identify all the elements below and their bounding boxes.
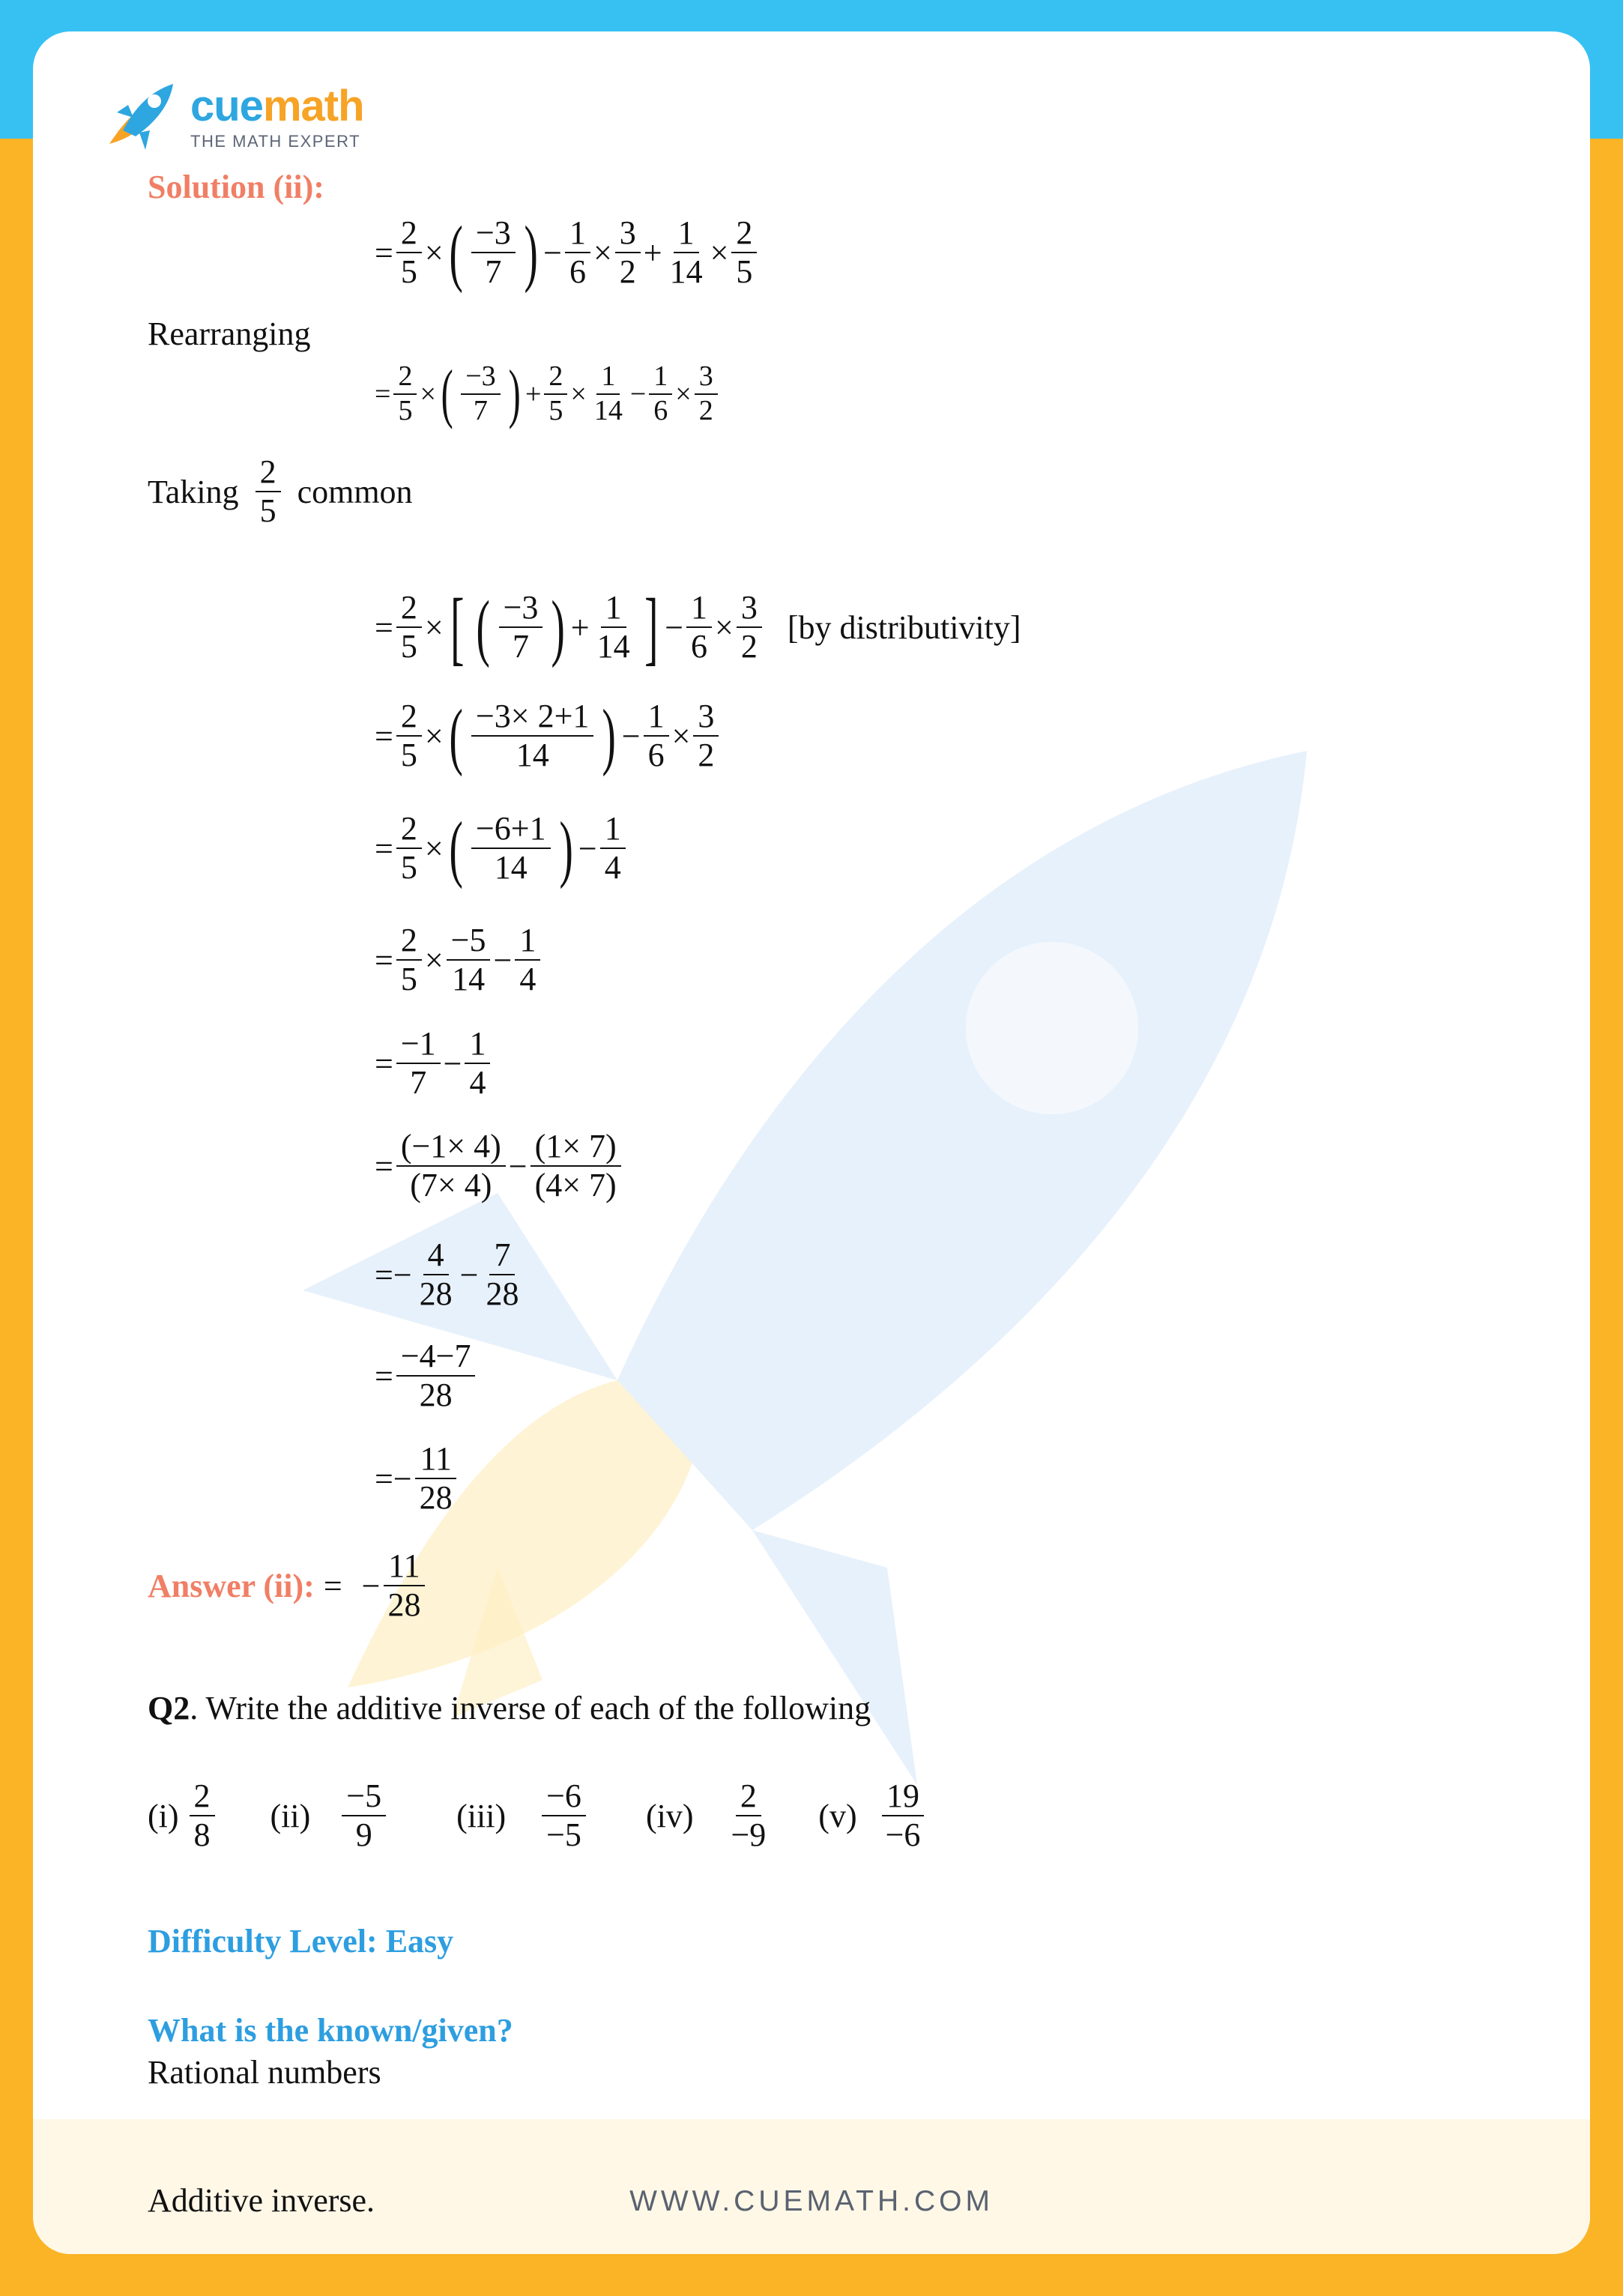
equation-line-11: = − $\frac{11}{28}$: [375, 1442, 460, 1515]
equation-line-7: = $\frac{-1}{7}$ − $\frac{1}{4}$: [375, 1027, 493, 1100]
unknown-text: Additive inverse.: [148, 2182, 375, 2219]
q2-item-i: (i) $\frac{2}{8}$: [148, 1779, 218, 1852]
q2-item-iv: (iv) $\frac{2}{-9}$: [645, 1777, 767, 1854]
rearranging-label: Rearranging: [148, 315, 311, 352]
known-text: Rational numbers: [148, 2054, 381, 2091]
page-card: [33, 31, 1590, 2254]
equation-line-1: = $\frac{2}{5}$ × ( $\frac{-3}{7}$ ) − $\frac{1}{6}$ × $\frac{3}{2}$ + $\frac{1}{14}$ × $\frac{2}{5}$: [375, 215, 760, 290]
brand-tagline: THE MATH EXPERT: [190, 132, 361, 151]
solution-heading: Solution (ii):: [148, 169, 324, 205]
equation-line-8: = $\frac{(-1\times 4)}{(7\times 4)}$ − $\frac{(1\times 7)}{(4\times 7)}$: [375, 1129, 624, 1203]
equation-line-3: = $\frac{2}{5}$ × [ ( $\frac{-3}{7}$ ) + $\frac{1}{14}$ ] − $\frac{1}{6}$ × $\frac{3}{2}$ [by distributivity]: [375, 581, 1021, 673]
equation-line-9: = − $\frac{4}{28}$ − $\frac{7}{28}$: [375, 1236, 519, 1313]
equation-line-4: = $\frac{2}{5}$ × ( $\frac{-3\times 2+1}{14}$ ) − $\frac{1}{6}$ × $\frac{3}{2}$: [375, 698, 722, 773]
q2-item-ii: (ii) $\frac{-5}{9}$: [270, 1779, 390, 1852]
equation-line-5: = $\frac{2}{5}$ × ( $\frac{-6+1}{14}$ ) − $\frac{1}{4}$: [375, 811, 629, 886]
taking-common-line: Taking $\frac{2}{5}$ common: [148, 453, 413, 530]
distributivity-note: [by distributivity]: [787, 608, 1021, 646]
footer-url: WWW.CUEMATH.COM: [629, 2185, 994, 2217]
q2-items: [148, 1779, 928, 1852]
difficulty-level: Difficulty Level: Easy: [148, 1923, 454, 1960]
equation-line-2: = $\frac{2}{5}$ × ( $\frac{-3}{7}$ ) + $\frac{2}{5}$ × $\frac{1}{14}$ − $\frac{1}{6}$ × $\frac{3}{2}$: [375, 361, 721, 427]
question-2: [148, 1689, 871, 1727]
question-2-text: . Write the additive inverse of each of the following: [190, 1690, 871, 1726]
answer-label: Answer (ii):: [148, 1567, 315, 1604]
answer-line: Answer (ii): = − $\frac{11}{28}$: [148, 1549, 428, 1622]
q2-item-iii: (iii) $\frac{-6}{-5}$: [456, 1779, 589, 1852]
equation-line-10: = $\frac{-4-7}{28}$: [375, 1339, 478, 1413]
known-heading: What is the known/given?: [148, 2012, 513, 2049]
q2-item-v: (v) $\frac{19}{-6}$: [818, 1779, 928, 1852]
question-2-label: Q2: [148, 1690, 190, 1726]
cuemath-logo: [94, 76, 364, 159]
equation-line-6: = $\frac{2}{5}$ × $\frac{-5}{14}$ − $\frac{1}{4}$: [375, 923, 543, 997]
rocket-logo-icon: [94, 76, 177, 159]
brand-name: cuemath: [190, 82, 364, 130]
